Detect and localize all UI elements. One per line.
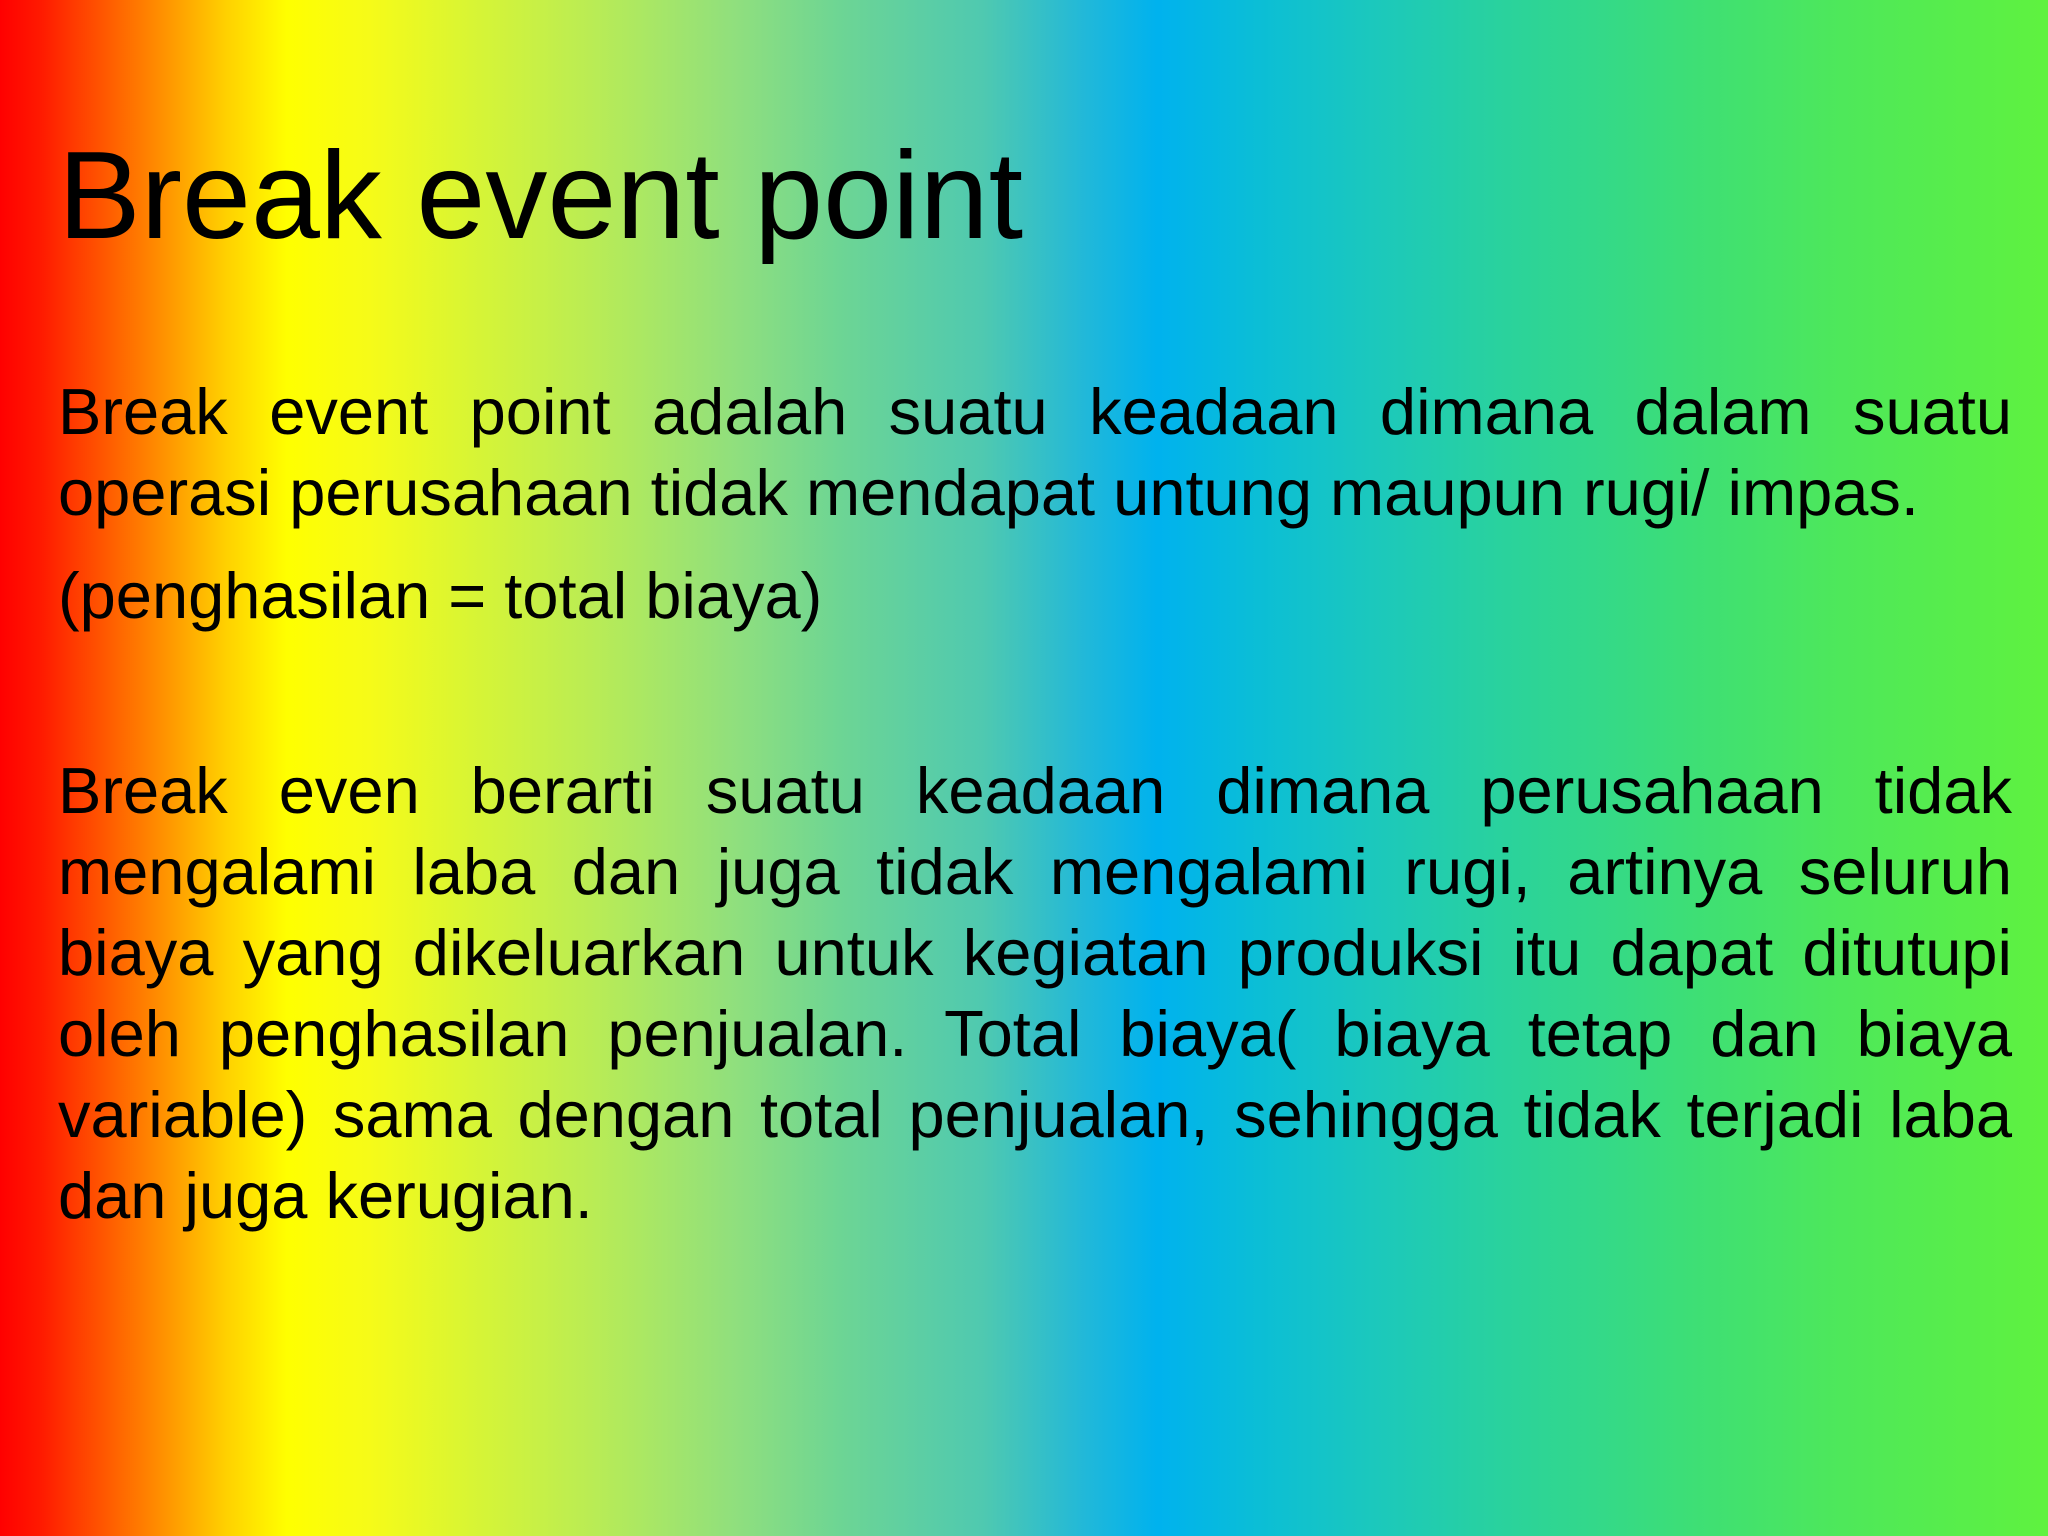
formula-paragraph: (penghasilan = total biaya): [58, 559, 823, 632]
explanation-paragraph: Break even berarti suatu keadaan dimana perusahaan tidak mengalami laba dan juga tidak mengalami rugi, artinya seluruh biaya yang dikeluarkan untuk kegiatan produksi itu dapat ditutupi oleh penghasilan penjualan. Total biaya( biaya tetap dan biaya variable) sama dengan total penjualan, sehingga tidak terjadi laba dan juga kerugian.: [58, 754, 2012, 1232]
definition-paragraph: Break event point adalah suatu keadaan dimana dalam suatu operasi perusahaan tidak mendapat untung maupun rugi/ impas.: [58, 375, 2012, 529]
slide-title: Break event point: [58, 127, 1024, 265]
